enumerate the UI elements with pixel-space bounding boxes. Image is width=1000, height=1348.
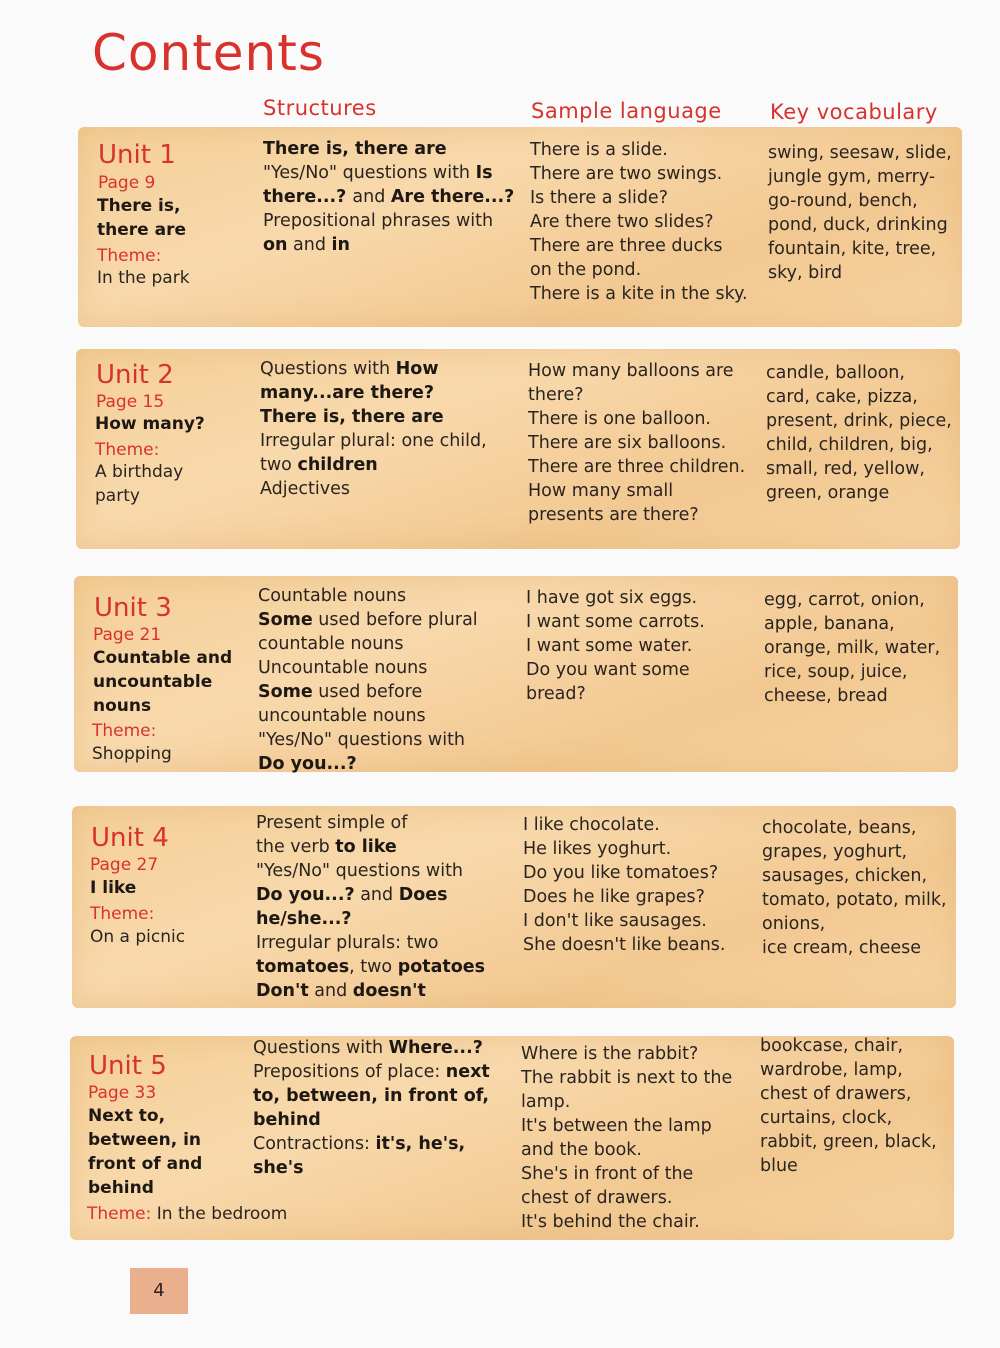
bold-run: How <box>395 359 439 379</box>
text-run: Uncountable nouns <box>258 658 428 678</box>
text-line: child, children, big, <box>766 435 933 455</box>
column-header-sample-language: Sample language <box>531 99 722 123</box>
theme-value: On a picnic <box>90 927 186 947</box>
text-run: Adjectives <box>260 479 350 499</box>
structure-line <box>253 1036 490 1060</box>
text-line: There are three children. <box>528 457 746 477</box>
text-line: fountain, kite, tree, <box>768 239 937 259</box>
bold-run: in <box>331 235 351 255</box>
theme-value: In the bedroom <box>156 1204 288 1224</box>
text-run: Questions with <box>253 1038 389 1058</box>
text-run: uncountable nouns <box>258 706 426 726</box>
bold-run: There is, there are <box>263 139 447 159</box>
text-line: I have got six eggs. <box>526 588 698 608</box>
text-line: There are six balloons. <box>528 433 727 453</box>
text-run: "Yes/No" questions with <box>256 861 464 881</box>
bold-run: Where...? <box>388 1038 483 1058</box>
text-run: the verb <box>256 837 336 857</box>
theme-label: Theme: <box>97 246 162 266</box>
text-line: candle, balloon, <box>766 363 905 383</box>
bold-run: next <box>445 1062 490 1082</box>
text-line: bread? <box>526 684 586 704</box>
text-run: Irregular plural: one child, <box>260 431 487 451</box>
text-line: It's between the lamp <box>521 1116 712 1136</box>
structure-line <box>263 209 514 233</box>
text-run: Irregular plurals: two <box>256 933 439 953</box>
structure-line <box>260 453 487 477</box>
unit-page: Page 33 <box>88 1083 157 1103</box>
text-line: There is one balloon. <box>528 409 711 429</box>
text-line: small, red, yellow, <box>766 459 925 479</box>
text-run: "Yes/No" questions with <box>258 730 466 750</box>
structure-line <box>258 656 478 680</box>
text-line: chocolate, beans, <box>762 818 917 838</box>
text-line: jungle gym, merry- <box>768 167 936 187</box>
structures-text <box>256 811 485 1003</box>
structure-line <box>260 429 487 453</box>
bold-run: Don't <box>256 981 309 1001</box>
sample-language-text <box>521 1042 732 1234</box>
page-number: 4 <box>130 1268 188 1314</box>
sample-language-text <box>523 813 726 957</box>
structure-line <box>253 1060 490 1084</box>
structure-line <box>263 185 514 209</box>
text-line: and the book. <box>521 1140 642 1160</box>
text-line: I don't like sausages. <box>523 911 707 931</box>
text-line: How many balloons are <box>528 361 734 381</box>
text-line: Do you like tomatoes? <box>523 863 719 883</box>
text-line: bookcase, chair, <box>760 1036 904 1056</box>
structures-text <box>258 584 478 776</box>
text-line: green, orange <box>766 483 890 503</box>
text-line: sky, bird <box>768 263 843 283</box>
text-run: and <box>308 981 353 1001</box>
text-run: and <box>354 885 399 905</box>
structure-line <box>256 907 485 931</box>
theme-label: Theme: <box>87 1204 152 1224</box>
unit-card <box>76 349 960 549</box>
text-line: Does he like grapes? <box>523 887 705 907</box>
text-line: sausages, chicken, <box>762 866 928 886</box>
key-vocabulary-text <box>764 588 940 708</box>
unit-page: Page 9 <box>98 173 156 193</box>
text-line: How many small <box>528 481 674 501</box>
text-run: Countable nouns <box>258 586 407 606</box>
text-run: Present simple of <box>256 813 408 833</box>
text-line: orange, milk, water, <box>764 638 941 658</box>
unit-page: Page 15 <box>96 392 165 412</box>
text-line: go-round, bench, <box>768 191 918 211</box>
unit-topic: There is, there are <box>97 196 186 240</box>
bold-run: to like <box>335 837 397 857</box>
structure-line <box>256 955 485 979</box>
bold-run: Is <box>475 163 493 183</box>
structures-text <box>253 1036 490 1180</box>
key-vocabulary-text <box>766 361 952 505</box>
structures-text <box>260 357 487 501</box>
unit-card <box>72 806 956 1008</box>
theme-label: Theme: <box>90 904 155 924</box>
text-run: and <box>287 235 332 255</box>
text-line: pond, duck, drinking <box>768 215 948 235</box>
sample-language-text <box>526 586 705 706</box>
theme-row <box>87 1202 287 1226</box>
bold-run: there...? <box>263 187 353 207</box>
theme-label: Theme: <box>95 440 160 460</box>
bold-run: children <box>297 455 378 475</box>
bold-run: it's, he's, <box>375 1134 466 1154</box>
structure-line <box>260 357 487 381</box>
text-line: I like chocolate. <box>523 815 660 835</box>
theme-label: Theme: <box>92 721 157 741</box>
text-line: I want some carrots. <box>526 612 705 632</box>
structure-line <box>256 979 485 1003</box>
text-line: chest of drawers. <box>521 1188 673 1208</box>
text-line: It's behind the chair. <box>521 1212 700 1232</box>
unit-heading: Unit 4 <box>91 823 169 853</box>
bold-run: behind <box>253 1110 321 1130</box>
unit-heading: Unit 3 <box>94 593 172 623</box>
structure-line <box>256 835 485 859</box>
text-line: She's in front of the <box>521 1164 694 1184</box>
structure-line <box>263 137 514 161</box>
text-line: rice, soup, juice, <box>764 662 908 682</box>
structure-line <box>258 584 478 608</box>
bold-run: Do you...? <box>256 885 355 905</box>
bold-run: doesn't <box>352 981 426 1001</box>
theme-value: Shopping <box>92 744 172 764</box>
bold-run: potatoes <box>397 957 486 977</box>
text-line: onions, <box>762 914 826 934</box>
structure-line <box>263 161 514 185</box>
unit-topic: Next to, between, in front of and behind <box>88 1106 203 1198</box>
unit-topic: How many? <box>95 414 205 434</box>
bold-run: tomatoes <box>256 957 350 977</box>
text-line: wardrobe, lamp, <box>760 1060 903 1080</box>
bold-run: many...are there? <box>260 383 434 403</box>
bold-run: she's <box>253 1158 304 1178</box>
text-line: There is a slide. <box>530 140 668 160</box>
text-line: grapes, yoghurt, <box>762 842 908 862</box>
text-line: rabbit, green, black, <box>760 1132 937 1152</box>
structure-line <box>258 704 478 728</box>
text-run: countable nouns <box>258 634 404 654</box>
structure-line <box>258 728 478 752</box>
bold-run: Some <box>258 682 313 702</box>
text-line: Are there two slides? <box>530 212 714 232</box>
bold-run: on <box>263 235 288 255</box>
text-line: blue <box>760 1156 798 1176</box>
structure-line <box>256 811 485 835</box>
structure-line <box>258 632 478 656</box>
text-line: present, drink, piece, <box>766 411 952 431</box>
key-vocabulary-text <box>762 816 947 960</box>
text-run: two <box>260 455 298 475</box>
text-line: swing, seesaw, slide, <box>768 143 952 163</box>
text-line: Do you want some <box>526 660 690 680</box>
structure-line <box>260 381 487 405</box>
unit-topic: I like <box>90 878 137 898</box>
unit-card <box>70 1036 954 1240</box>
structure-line <box>258 608 478 632</box>
text-line: card, cake, pizza, <box>766 387 918 407</box>
sample-language-text <box>530 138 748 306</box>
unit-heading: Unit 5 <box>89 1051 167 1081</box>
text-run: "Yes/No" questions with <box>263 163 476 183</box>
unit-topic: Countable and uncountable nouns <box>93 648 233 716</box>
unit-heading: Unit 2 <box>96 360 174 390</box>
structure-line <box>258 752 478 776</box>
unit-card <box>78 127 962 327</box>
text-line: there? <box>528 385 584 405</box>
text-line: presents are there? <box>528 505 699 525</box>
text-line: cheese, bread <box>764 686 888 706</box>
text-line: I want some water. <box>526 636 693 656</box>
unit-page: Page 27 <box>90 855 159 875</box>
bold-run: Does <box>398 885 448 905</box>
structure-line <box>258 680 478 704</box>
structure-line <box>260 405 487 429</box>
text-line: Where is the rabbit? <box>521 1044 699 1064</box>
text-run: , two <box>349 957 398 977</box>
column-header-key-vocabulary: Key vocabulary <box>770 100 938 124</box>
sample-language-text <box>528 359 745 527</box>
bold-run: he/she...? <box>256 909 352 929</box>
unit-card <box>74 576 958 772</box>
text-line: He likes yoghurt. <box>523 839 672 859</box>
text-line: The rabbit is next to the <box>521 1068 733 1088</box>
structure-line <box>260 477 487 501</box>
text-line: lamp. <box>521 1092 571 1112</box>
text-run: used before <box>312 682 423 702</box>
structure-line <box>263 233 514 257</box>
key-vocabulary-text <box>768 141 952 285</box>
structure-line <box>256 931 485 955</box>
column-header-structures: Structures <box>263 96 377 120</box>
bold-run: to, between, in front of, <box>253 1086 490 1106</box>
structure-line <box>256 883 485 907</box>
bold-run: There is, there are <box>260 407 444 427</box>
text-line: chest of drawers, <box>760 1084 912 1104</box>
bold-run: Some <box>258 610 313 630</box>
theme-value: In the park <box>97 268 190 288</box>
text-line: egg, carrot, onion, <box>764 590 925 610</box>
text-line: There is a kite in the sky. <box>530 284 748 304</box>
text-line: She doesn't like beans. <box>523 935 726 955</box>
text-line: tomato, potato, milk, <box>762 890 947 910</box>
theme-value: A birthday party <box>95 462 184 506</box>
text-line: Is there a slide? <box>530 188 668 208</box>
unit-heading: Unit 1 <box>98 140 176 170</box>
unit-page: Page 21 <box>93 625 162 645</box>
structures-text <box>263 137 514 257</box>
text-run: Questions with <box>260 359 396 379</box>
structure-line <box>256 859 485 883</box>
text-line: apple, banana, <box>764 614 895 634</box>
structure-line <box>253 1132 490 1156</box>
key-vocabulary-text <box>760 1034 937 1178</box>
bold-run: Are there...? <box>390 187 515 207</box>
text-run: and <box>352 187 391 207</box>
structure-line <box>253 1084 490 1108</box>
structure-line <box>253 1156 490 1180</box>
text-line: There are three ducks <box>530 236 723 256</box>
structure-line <box>253 1108 490 1132</box>
page-title: Contents <box>92 24 325 82</box>
text-line: ice cream, cheese <box>762 938 922 958</box>
text-run: Prepositions of place: <box>253 1062 446 1082</box>
text-run: used before plural <box>312 610 478 630</box>
text-line: curtains, clock, <box>760 1108 893 1128</box>
text-run: Prepositional phrases with <box>263 211 494 231</box>
text-line: on the pond. <box>530 260 642 280</box>
text-line: There are two swings. <box>530 164 723 184</box>
bold-run: Do you...? <box>258 754 357 774</box>
text-run: Contractions: <box>253 1134 376 1154</box>
